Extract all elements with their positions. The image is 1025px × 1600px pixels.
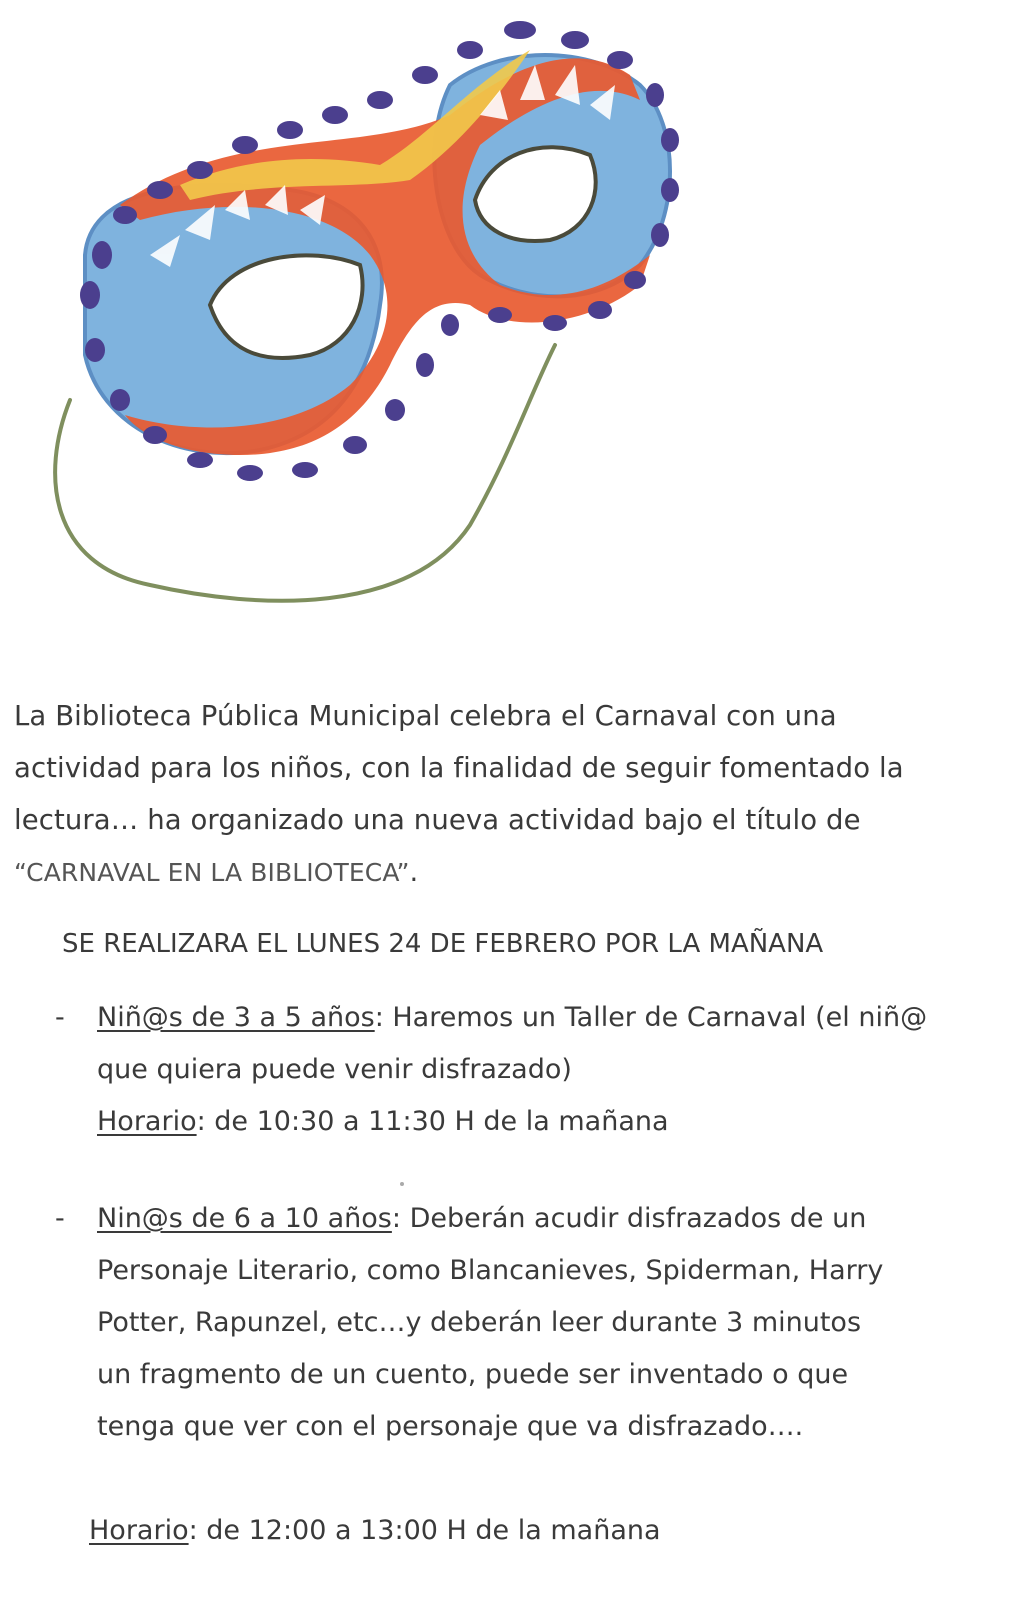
intro-line-4-end: . — [409, 856, 419, 888]
schedule-text: : de 10:30 a 11:30 H de la mañana — [196, 1106, 669, 1137]
final-schedule — [89, 1505, 661, 1557]
label-separator: : — [391, 1203, 401, 1234]
list-dash: - — [55, 1002, 65, 1033]
list-dash: - — [55, 1203, 65, 1234]
intro-line-1: La Biblioteca Pública Municipal celebra el Carnaval con una — [14, 700, 837, 732]
activity-item-body — [97, 1193, 1015, 1453]
activity-desc-line-5: tenga que ver con el personaje que va disfrazado…. — [97, 1411, 804, 1442]
activity-desc-line-2: Personaje Literario, como Blancanieves, Spiderman, Harry — [97, 1255, 884, 1286]
activity-item-body — [97, 992, 1015, 1148]
intro-paragraph — [14, 690, 1014, 899]
activity-desc-line-3: Potter, Rapunzel, etc…y deberán leer durante 3 minutos — [97, 1307, 862, 1338]
intro-line-3: lectura… ha organizado una nueva actividad bajo el título de — [14, 804, 861, 836]
schedule-text: : de 12:00 a 13:00 H de la mañana — [188, 1515, 661, 1546]
activity-item-3-5 — [55, 992, 1015, 1148]
schedule-label: Horario — [97, 1106, 197, 1137]
event-date-line: SE REALIZARA EL LUNES 24 DE FEBRERO POR LA MAÑANA — [62, 929, 824, 959]
age-group-label: Nin@s de 6 a 10 años — [97, 1203, 392, 1234]
carnival-mask-illustration — [30, 5, 710, 625]
activity-desc-line-1: Deberán acudir disfrazados de un — [400, 1203, 867, 1234]
age-group-label: Niñ@s de 3 a 5 años — [97, 1002, 375, 1033]
activity-desc-line-1: Haremos un Taller de Carnaval (el niñ@ — [383, 1002, 928, 1033]
schedule-label: Horario — [89, 1515, 189, 1546]
activity-title: “CARNAVAL EN LA BIBLIOTECA” — [14, 858, 410, 887]
activity-desc-line-2: que quiera puede venir disfrazado) — [97, 1054, 572, 1085]
activity-desc-line-4: un fragmento de un cuento, puede ser inventado o que — [97, 1359, 849, 1390]
paper-speck — [398, 1180, 406, 1188]
label-separator: : — [374, 1002, 384, 1033]
activity-item-6-10 — [55, 1193, 1015, 1453]
intro-line-2: actividad para los niños, con la finalidad de seguir fomentado la — [14, 752, 904, 784]
